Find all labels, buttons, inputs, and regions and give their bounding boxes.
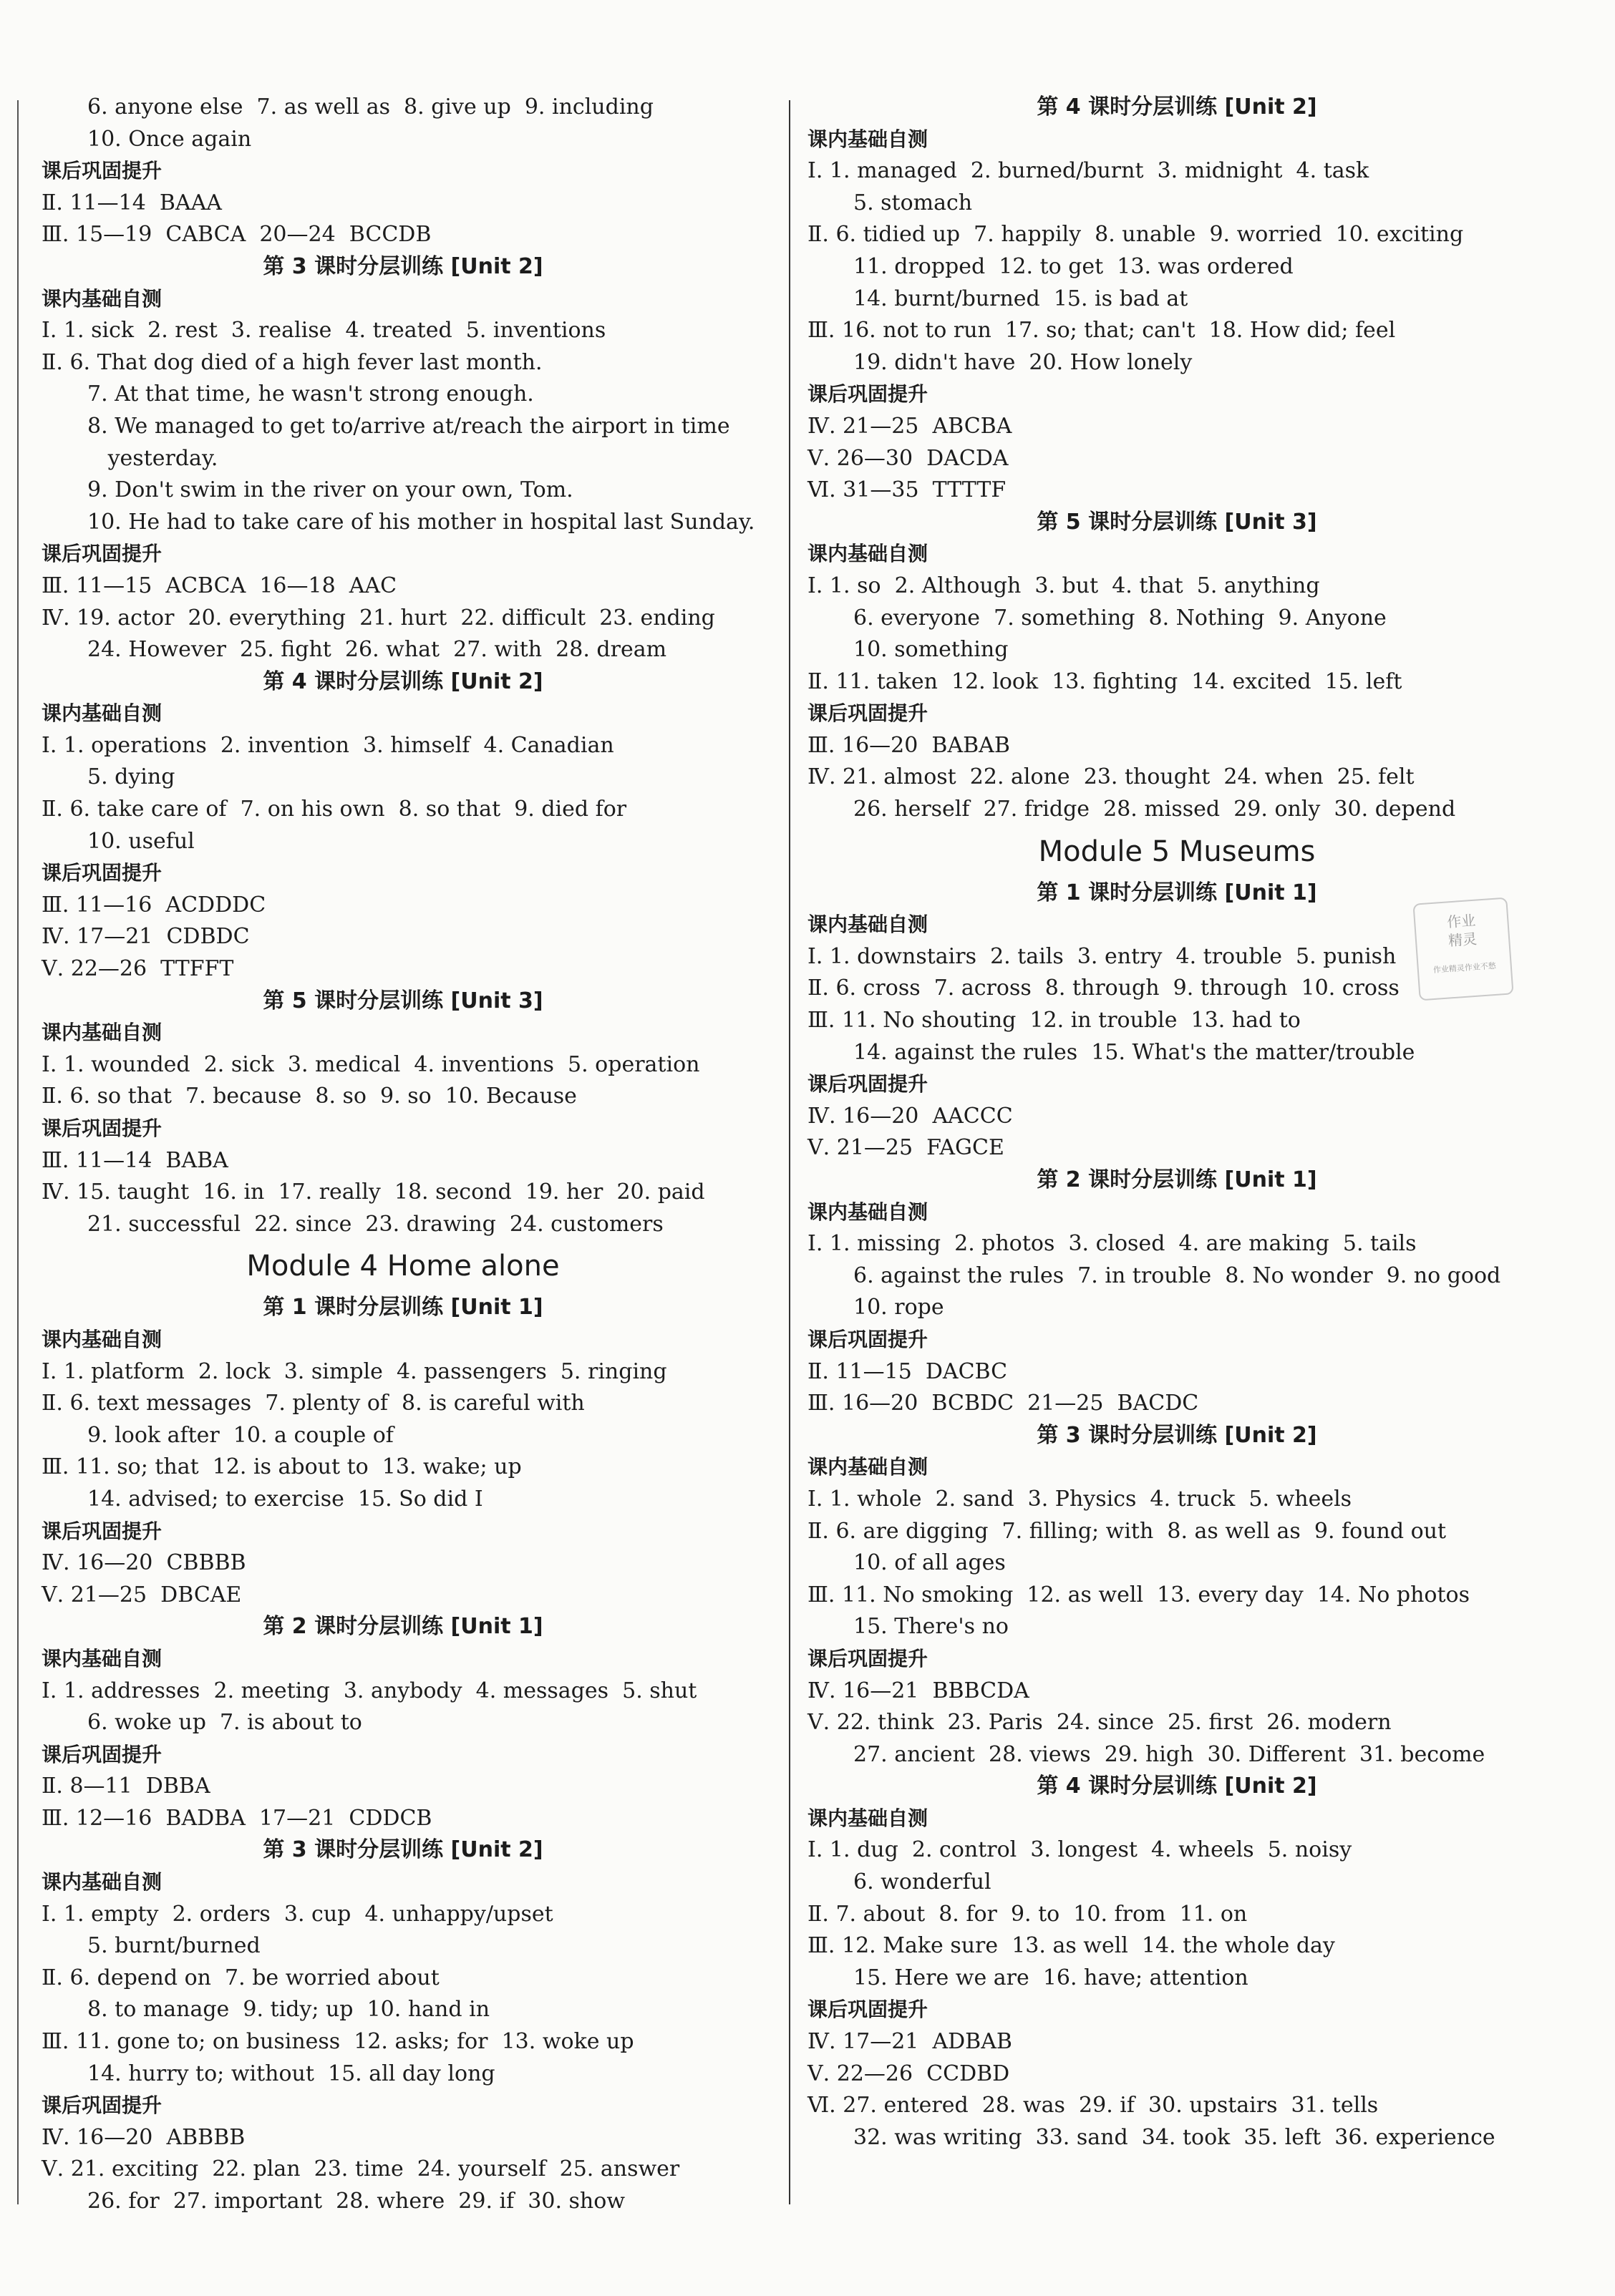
answer-line: 15. Here we are 16. have; attention: [853, 1965, 1248, 1990]
answer-line: Ⅲ. 11. No shouting 12. in trouble 13. had to: [808, 1008, 1301, 1033]
answer-line: Ⅲ. 12—16 BADBA 17—21 CDDCB: [42, 1805, 432, 1831]
column-divider: [789, 100, 790, 2204]
answer-line: Ⅰ. 1. addresses 2. meeting 3. anybody 4. messages 5. shut: [42, 1678, 697, 1703]
answer-line: Ⅴ. 26—30 DACDA: [808, 445, 1009, 471]
lesson-heading: 第 2 课时分层训练 [Unit 1]: [1037, 1167, 1317, 1192]
answer-line: Ⅵ. 31—35 TTTTF: [808, 477, 1007, 503]
answer-line: Ⅱ. 6. are digging 7. filling; with 8. as well as 9. found out: [808, 1518, 1447, 1544]
section-label: 课内基础自测: [42, 286, 163, 311]
section-label: 课后巩固提升: [808, 701, 928, 726]
section-label: 课内基础自测: [42, 1870, 163, 1894]
answer-line: Ⅴ. 22—26 CCDBD: [808, 2061, 1010, 2086]
answer-line: Ⅴ. 22. think 23. Paris 24. since 25. first 26. modern: [808, 1710, 1392, 1736]
answer-line: Ⅱ. 6. text messages 7. plenty of 8. is careful with: [42, 1391, 585, 1416]
stamp-small: 作业精灵作业不愁: [1432, 960, 1497, 975]
answer-line: Ⅰ. 1. dug 2. control 3. longest 4. wheels 5. noisy: [808, 1837, 1352, 1863]
stamp-line-2: 精灵: [1447, 930, 1478, 950]
section-label: 课后巩固提升: [42, 1742, 163, 1766]
answer-line: Ⅰ. 1. empty 2. orders 3. cup 4. unhappy/upset: [42, 1901, 553, 1927]
section-label: 课后巩固提升: [42, 1117, 163, 1140]
answer-line: Ⅲ. 16—20 BCBDC 21—25 BACDC: [808, 1391, 1199, 1416]
answer-line: Ⅱ. 11—14 BAAA: [42, 190, 222, 215]
answer-line: 6. against the rules 7. in trouble 8. No wonder 9. no good: [853, 1263, 1501, 1288]
answer-line: 6. wonderful: [853, 1869, 991, 1895]
lesson-heading: 第 2 课时分层训练 [Unit 1]: [263, 1614, 543, 1640]
lesson-heading: 第 3 课时分层训练 [Unit 2]: [263, 1837, 543, 1863]
section-label: 课后巩固提升: [808, 1646, 928, 1670]
module-title: Module 5 Museums: [1038, 835, 1316, 868]
answer-line: 5. burnt/burned: [87, 1933, 261, 1959]
answer-line: Ⅰ. 1. operations 2. invention 3. himself 4. Canadian: [42, 732, 614, 758]
answer-line: Ⅰ. 1. missing 2. photos 3. closed 4. are making 5. tails: [808, 1231, 1417, 1257]
answer-line: Ⅰ. 1. wounded 2. sick 3. medical 4. inventions 5. operation: [42, 1051, 700, 1077]
answer-line: yesterday.: [87, 445, 218, 471]
answer-line: Ⅱ. 8—11 DBBA: [42, 1774, 210, 1799]
answer-line: Ⅱ. 6. tidied up 7. happily 8. unable 9. worried 10. exciting: [808, 222, 1464, 248]
answer-line: 32. was writing 33. sand 34. took 35. left 36. experience: [853, 2124, 1495, 2150]
lesson-heading: 第 4 课时分层训练 [Unit 2]: [1037, 94, 1317, 120]
answer-line: Ⅳ. 21—25 ABCBA: [808, 413, 1012, 439]
section-label: 课内基础自测: [42, 1327, 163, 1351]
answer-line: 5. dying: [87, 764, 175, 790]
answer-line: 24. However 25. fight 26. what 27. with 28. dream: [87, 637, 667, 663]
answer-line: 9. look after 10. a couple of: [87, 1422, 394, 1448]
answer-line: 10. useful: [87, 828, 195, 854]
answer-line: 10. rope: [853, 1295, 944, 1320]
section-label: 课内基础自测: [42, 1021, 163, 1045]
answer-line: Ⅳ. 21. almost 22. alone 23. thought 24. when 25. felt: [808, 764, 1415, 790]
answer-line: Ⅴ. 21—25 DBCAE: [42, 1582, 242, 1607]
lesson-heading: 第 3 课时分层训练 [Unit 2]: [263, 253, 543, 279]
lesson-heading: 第 1 课时分层训练 [Unit 1]: [263, 1295, 543, 1320]
answer-line: Ⅲ. 11—16 ACDDDC: [42, 892, 266, 918]
answer-line: Ⅲ. 16. not to run 17. so; that; can't 18. How did; feel: [808, 318, 1396, 344]
answer-line: Ⅱ. 7. about 8. for 9. to 10. from 11. on: [808, 1901, 1248, 1927]
lesson-heading: 第 1 课时分层训练 [Unit 1]: [1037, 880, 1317, 905]
answer-line: 10. something: [853, 637, 1009, 663]
answer-line: 27. ancient 28. views 29. high 30. Different 31. become: [853, 1741, 1485, 1767]
answer-line: 14. against the rules 15. What's the matter/trouble: [853, 1039, 1415, 1065]
answer-line: 6. woke up 7. is about to: [87, 1710, 362, 1736]
answer-line: Ⅰ. 1. so 2. Although 3. but 4. that 5. anything: [808, 573, 1320, 598]
answer-line: 8. We managed to get to/arrive at/reach the airport in time: [87, 413, 730, 439]
section-label: 课后巩固提升: [808, 1998, 928, 2022]
answer-line: Ⅱ. 6. so that 7. because 8. so 9. so 10. Because: [42, 1084, 577, 1109]
answer-line: Ⅱ. 11—15 DACBC: [808, 1358, 1008, 1384]
answer-line: Ⅳ. 16—20 ABBBB: [42, 2124, 246, 2150]
section-label: 课后巩固提升: [42, 542, 163, 566]
lesson-heading: 第 5 课时分层训练 [Unit 3]: [1037, 509, 1317, 535]
answer-line: Ⅲ. 12. Make sure 13. as well 14. the whole day: [808, 1933, 1335, 1959]
lesson-heading: 第 4 课时分层训练 [Unit 2]: [1037, 1774, 1317, 1799]
answer-line: Ⅱ. 6. take care of 7. on his own 8. so that 9. died for: [42, 797, 627, 822]
answer-line: Ⅳ. 16—21 BBBCDA: [808, 1678, 1029, 1703]
section-label: 课后巩固提升: [42, 2093, 163, 2118]
module-title: Module 4 Home alone: [246, 1250, 560, 1283]
stamp-line-1: 作业: [1446, 911, 1477, 931]
answer-line: Ⅰ. 1. sick 2. rest 3. realise 4. treated 5. inventions: [42, 318, 606, 344]
answer-line: 15. There's no: [853, 1614, 1009, 1640]
answer-line: 6. everyone 7. something 8. Nothing 9. Anyone: [853, 605, 1387, 631]
answer-line: 26. herself 27. fridge 28. missed 29. only 30. depend: [853, 797, 1456, 822]
answer-line: Ⅲ. 11—15 ACBCA 16—18 AAC: [42, 573, 397, 598]
watermark-stamp: [1412, 898, 1513, 1001]
answer-line: 19. didn't have 20. How lonely: [853, 349, 1193, 375]
answer-line: Ⅳ. 15. taught 16. in 17. really 18. second 19. her 20. paid: [42, 1179, 705, 1205]
section-label: 课内基础自测: [808, 127, 928, 151]
answer-line: Ⅱ. 6. That dog died of a high fever last month.: [42, 349, 543, 375]
answer-line: 11. dropped 12. to get 13. was ordered: [853, 253, 1294, 279]
answer-line: 14. hurry to; without 15. all day long: [87, 2061, 495, 2086]
answer-line: Ⅴ. 21. exciting 22. plan 23. time 24. yourself 25. answer: [42, 2156, 680, 2182]
answer-line: 5. stomach: [853, 190, 973, 215]
section-label: 课内基础自测: [808, 1200, 928, 1224]
section-label: 课后巩固提升: [808, 1327, 928, 1351]
left-margin-rule: [17, 100, 19, 2204]
answer-line: 26. for 27. important 28. where 29. if 30. show: [87, 2189, 625, 2214]
answer-line: 6. anyone else 7. as well as 8. give up 9. including: [87, 94, 654, 120]
section-label: 课后巩固提升: [808, 1072, 928, 1096]
answer-line: Ⅳ. 16—20 CBBBB: [42, 1550, 246, 1576]
answer-line: Ⅴ. 21—25 FAGCE: [808, 1135, 1004, 1161]
section-label: 课内基础自测: [808, 1455, 928, 1479]
section-label: 课后巩固提升: [42, 159, 163, 183]
answer-line: Ⅲ. 11. No smoking 12. as well 13. every day 14. No photos: [808, 1582, 1470, 1607]
answer-line: Ⅱ. 6. depend on 7. be worried about: [42, 1965, 440, 1990]
answer-line: 10. Once again: [87, 126, 252, 152]
section-label: 课内基础自测: [42, 1646, 163, 1670]
answer-line: 8. to manage 9. tidy; up 10. hand in: [87, 1997, 490, 2023]
lesson-heading: 第 4 课时分层训练 [Unit 2]: [263, 668, 543, 694]
answer-line: Ⅲ. 11. gone to; on business 12. asks; for 13. woke up: [42, 2029, 634, 2055]
answer-line: Ⅰ. 1. whole 2. sand 3. Physics 4. truck 5. wheels: [808, 1486, 1352, 1512]
section-label: 课后巩固提升: [42, 861, 163, 885]
left-column: [42, 92, 765, 2218]
answer-line: Ⅰ. 1. platform 2. lock 3. simple 4. passengers 5. ringing: [42, 1358, 667, 1384]
answer-line: 7. At that time, he wasn't strong enough.: [87, 381, 534, 407]
lesson-heading: 第 5 课时分层训练 [Unit 3]: [263, 988, 543, 1013]
answer-line: 10. He had to take care of his mother in hospital last Sunday.: [87, 509, 755, 535]
answer-line: 14. advised; to exercise 15. So did I: [87, 1486, 483, 1512]
answer-line: Ⅲ. 15—19 CABCA 20—24 BCCDB: [42, 222, 432, 248]
answer-line: Ⅰ. 1. downstairs 2. tails 3. entry 4. trouble 5. punish: [808, 943, 1397, 969]
answer-line: Ⅳ. 17—21 ADBAB: [808, 2029, 1012, 2055]
answer-line: 21. successful 22. since 23. drawing 24. customers: [87, 1211, 664, 1237]
answer-line: 14. burnt/burned 15. is bad at: [853, 286, 1188, 311]
section-label: 课内基础自测: [42, 701, 163, 726]
answer-line: Ⅳ. 17—21 CDBDC: [42, 924, 250, 950]
answer-line: Ⅳ. 19. actor 20. everything 21. hurt 22. difficult 23. ending: [42, 605, 715, 631]
right-column: [808, 92, 1546, 2154]
answer-line: Ⅱ. 11. taken 12. look 13. fighting 14. excited 15. left: [808, 668, 1402, 694]
section-label: 课内基础自测: [808, 913, 928, 937]
answer-line: Ⅰ. 1. managed 2. burned/burnt 3. midnight 4. task: [808, 158, 1369, 184]
answer-line: Ⅱ. 6. cross 7. across 8. through 9. through 10. cross: [808, 976, 1400, 1001]
section-label: 课内基础自测: [808, 1806, 928, 1830]
section-label: 课后巩固提升: [42, 1519, 163, 1543]
answer-line: Ⅵ. 27. entered 28. was 29. if 30. upstairs 31. tells: [808, 2093, 1379, 2119]
answer-line: Ⅲ. 11—14 BABA: [42, 1147, 228, 1173]
answer-line: Ⅳ. 16—20 AACCC: [808, 1103, 1013, 1129]
answer-line: Ⅲ. 16—20 BABAB: [808, 732, 1010, 758]
lesson-heading: 第 3 课时分层训练 [Unit 2]: [1037, 1422, 1317, 1448]
answer-line: Ⅲ. 11. so; that 12. is about to 13. wake; up: [42, 1454, 522, 1480]
section-label: 课后巩固提升: [808, 382, 928, 407]
answer-line: 9. Don't swim in the river on your own, Tom.: [87, 477, 573, 503]
section-label: 课内基础自测: [808, 542, 928, 566]
answer-line: Ⅴ. 22—26 TTFFT: [42, 956, 234, 982]
answer-line: 10. of all ages: [853, 1550, 1006, 1576]
